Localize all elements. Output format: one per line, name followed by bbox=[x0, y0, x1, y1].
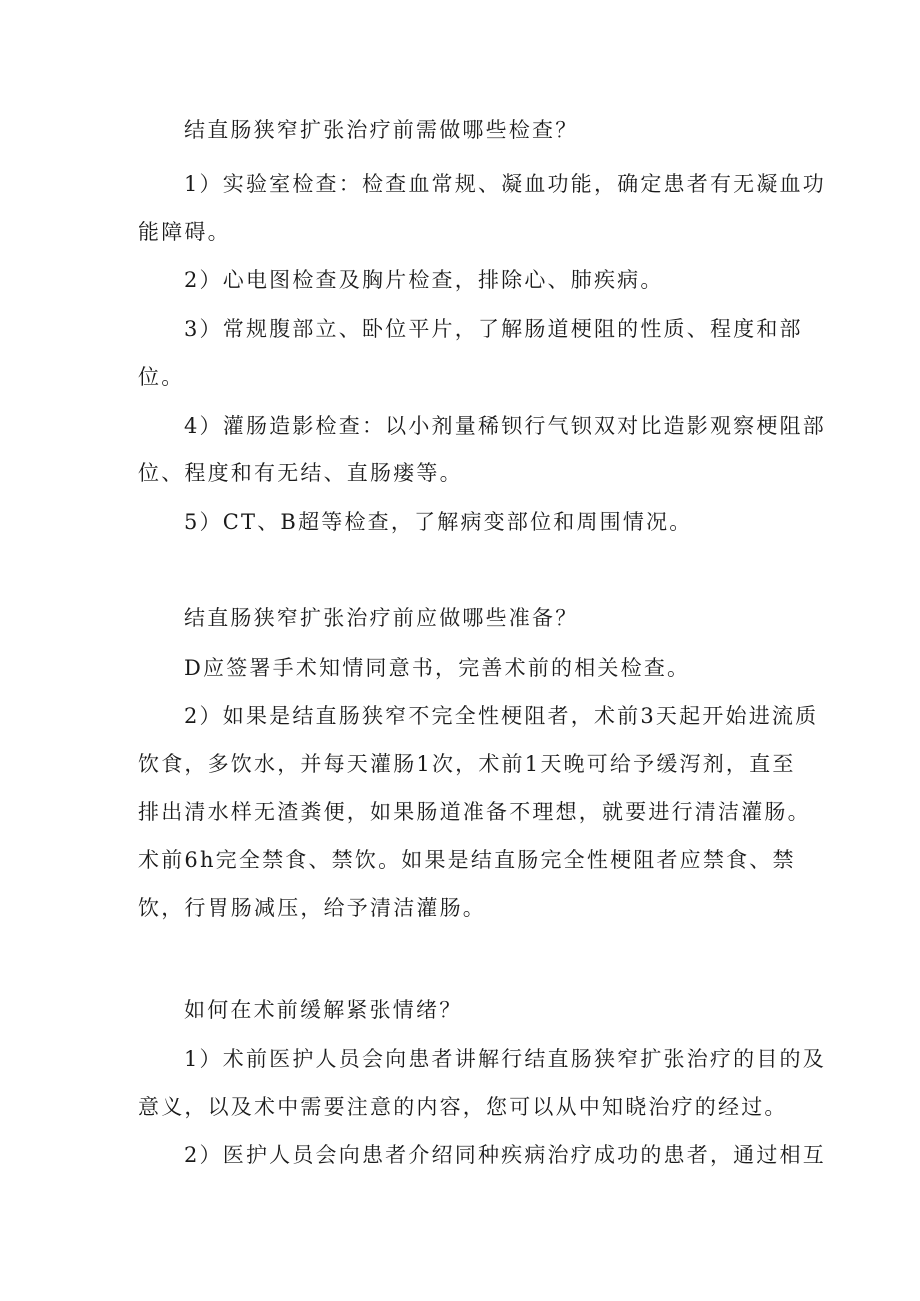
paragraph-line: 5）CT、B超等检查，了解病变部位和周围情况。 bbox=[184, 510, 693, 534]
paragraph-line: 1）实验室检查：检查血常规、凝血功能，确定患者有无凝血功 bbox=[184, 172, 826, 196]
paragraph-line: 3）常规腹部立、卧位平片，了解肠道梗阻的性质、程度和部 bbox=[184, 317, 803, 341]
paragraph-line: 术前6h完全禁食、禁饮。如果是结直肠完全性梗阻者应禁食、禁 bbox=[138, 848, 796, 872]
paragraph-line: 2）心电图检查及胸片检查，排除心、肺疾病。 bbox=[184, 268, 664, 292]
paragraph-line: 能障碍。 bbox=[138, 220, 231, 244]
paragraph-line: D应签署手术知情同意书，完善术前的相关检查。 bbox=[184, 656, 691, 680]
paragraph-line: 2）如果是结直肠狭窄不完全性梗阻者，术前3天起开始进流质 bbox=[184, 704, 819, 728]
section-heading: 结直肠狭窄扩张治疗前需做哪些检查？ bbox=[184, 118, 579, 142]
paragraph-line: 饮，行胃肠减压，给予清洁灌肠。 bbox=[138, 896, 486, 920]
paragraph-line: 意义，以及术中需要注意的内容，您可以从中知晓治疗的经过。 bbox=[138, 1095, 788, 1119]
paragraph-line: 排出清水样无渣粪便，如果肠道准备不理想，就要进行清洁灌肠。 bbox=[138, 800, 811, 824]
section-heading: 如何在术前缓解紧张情绪？ bbox=[184, 998, 463, 1022]
paragraph-line: 饮食，多饮水，并每天灌肠1次，术前1天晚可给予缓泻剂，直至 bbox=[138, 752, 796, 776]
paragraph-line: 位、程度和有无结、直肠瘘等。 bbox=[138, 461, 463, 485]
paragraph-line: 4）灌肠造影检查：以小剂量稀钡行气钡双对比造影观察梗阻部 bbox=[184, 414, 826, 438]
paragraph-line: 位。 bbox=[138, 365, 185, 389]
paragraph-line: 2）医护人员会向患者介绍同种疾病治疗成功的患者，通过相互 bbox=[184, 1143, 826, 1167]
section-heading: 结直肠狭窄扩张治疗前应做哪些准备？ bbox=[184, 606, 579, 630]
paragraph-line: 1）术前医护人员会向患者讲解行结直肠狭窄扩张治疗的目的及 bbox=[184, 1047, 826, 1071]
